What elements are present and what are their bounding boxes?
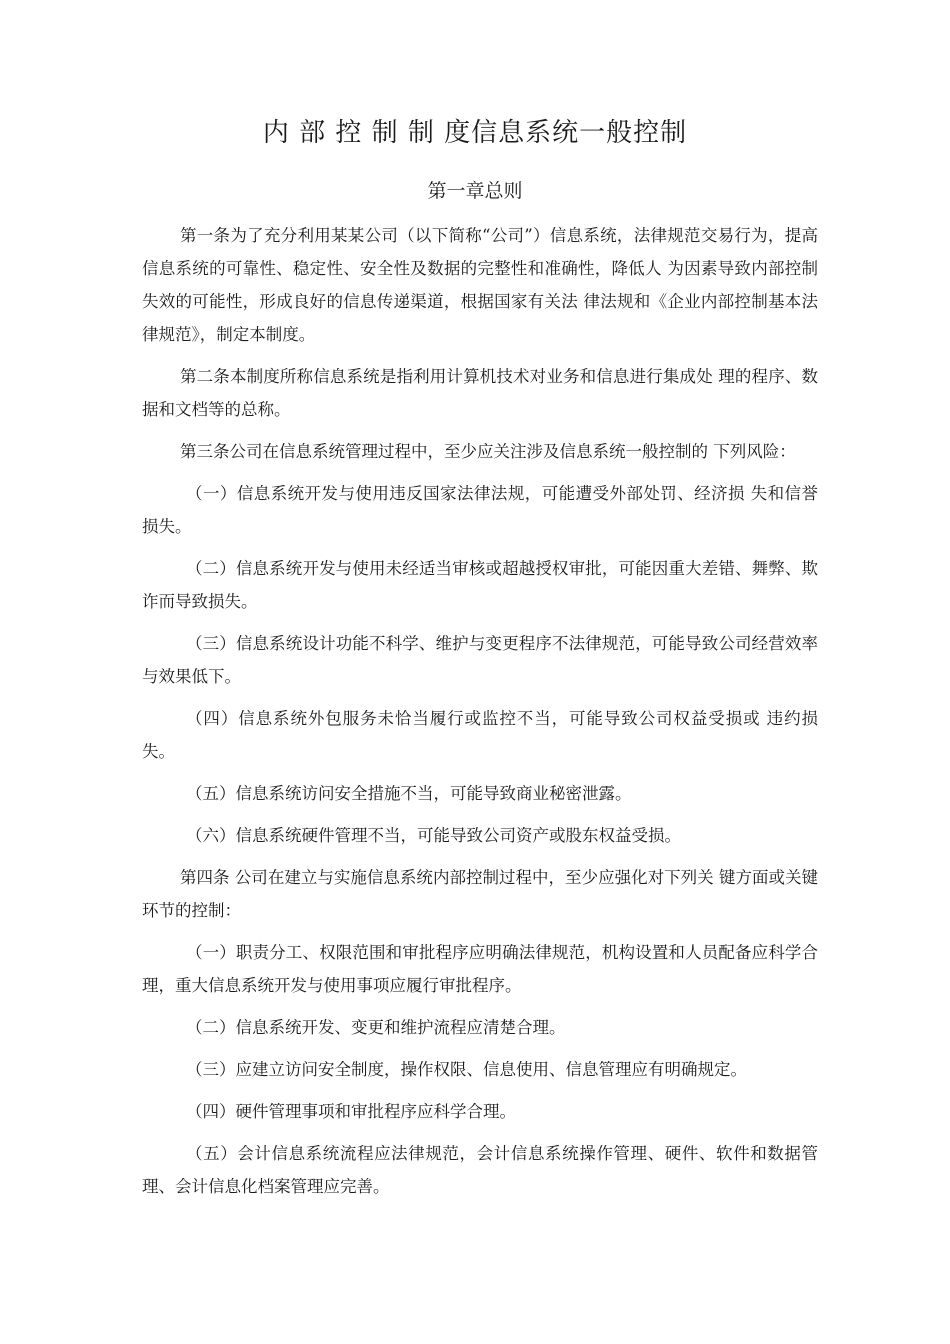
article-2-paragraph: 第二条本制度所称信息系统是指利用计算机技术对业务和信息进行集成处 理的程序、数据和文档等的总称。 bbox=[142, 367, 818, 419]
article-4-item-3: （三）应建立访问安全制度，操作权限、信息使用、信息管理应有明确规定。 bbox=[186, 1060, 747, 1079]
article-4-item-1: （一）职责分工、权限范围和审批程序应明确法律规范，机构设置和人员配备应科学合理，重大信息系统开发与使用事项应履行审批程序。 bbox=[142, 943, 818, 995]
article-3-paragraph: 第三条公司在信息系统管理过程中，至少应关注涉及信息系统一般控制的 下列风险： bbox=[180, 442, 796, 461]
document-title: 内 部 控 制 制 度信息系统一般控制 bbox=[262, 118, 688, 148]
article-3-item-1: （一）信息系统开发与使用违反国家法律法规，可能遭受外部处罚、经济损 失和信誉损失。 bbox=[142, 484, 818, 536]
article-4-item-5: （五）会计信息系统流程应法律规范，会计信息系统操作管理、硬件、软件和数据管理、会计信息化档案管理应完善。 bbox=[142, 1144, 818, 1196]
chapter-heading: 第一章总则 bbox=[427, 180, 523, 202]
article-3-item-5: （五）信息系统访问安全措施不当，可能导致商业秘密泄露。 bbox=[186, 784, 632, 803]
article-3-item-3: （三）信息系统设计功能不科学、维护与变更程序不法律规范，可能导致公司经营效率与效果低下。 bbox=[142, 634, 818, 686]
article-4-paragraph: 第四条 公司在建立与实施信息系统内部控制过程中，至少应强化对下列关 键方面或关键环节的控制： bbox=[142, 868, 818, 920]
article-4-item-2: （二）信息系统开发、变更和维护流程应清楚合理。 bbox=[186, 1018, 566, 1037]
article-4-item-4: （四）硬件管理事项和审批程序应科学合理。 bbox=[186, 1102, 516, 1121]
article-1-paragraph: 第一条为了充分利用某某公司（以下简称“公司”）信息系统，法律规范交易行为，提高信息系统的可靠性、稳定性、安全性及数据的完整性和准确性，降低人 为因素导致内部控制失效的可能性，形成良好的信息传递渠道，根据国家有关法 律法规和《企业内部控制基本法律规范》，制定本制度。 bbox=[142, 226, 818, 344]
article-3-item-4: （四）信息系统外包服务未恰当履行或监控不当，可能导致公司权益受损或 违约损失。 bbox=[142, 709, 818, 761]
article-3-item-6: （六）信息系统硬件管理不当，可能导致公司资产或股东权益受损。 bbox=[186, 826, 681, 845]
article-3-item-2: （二）信息系统开发与使用未经适当审核或超越授权审批，可能因重大差错、舞弊、欺诈而导致损失。 bbox=[142, 559, 818, 611]
document-body bbox=[142, 219, 818, 1212]
